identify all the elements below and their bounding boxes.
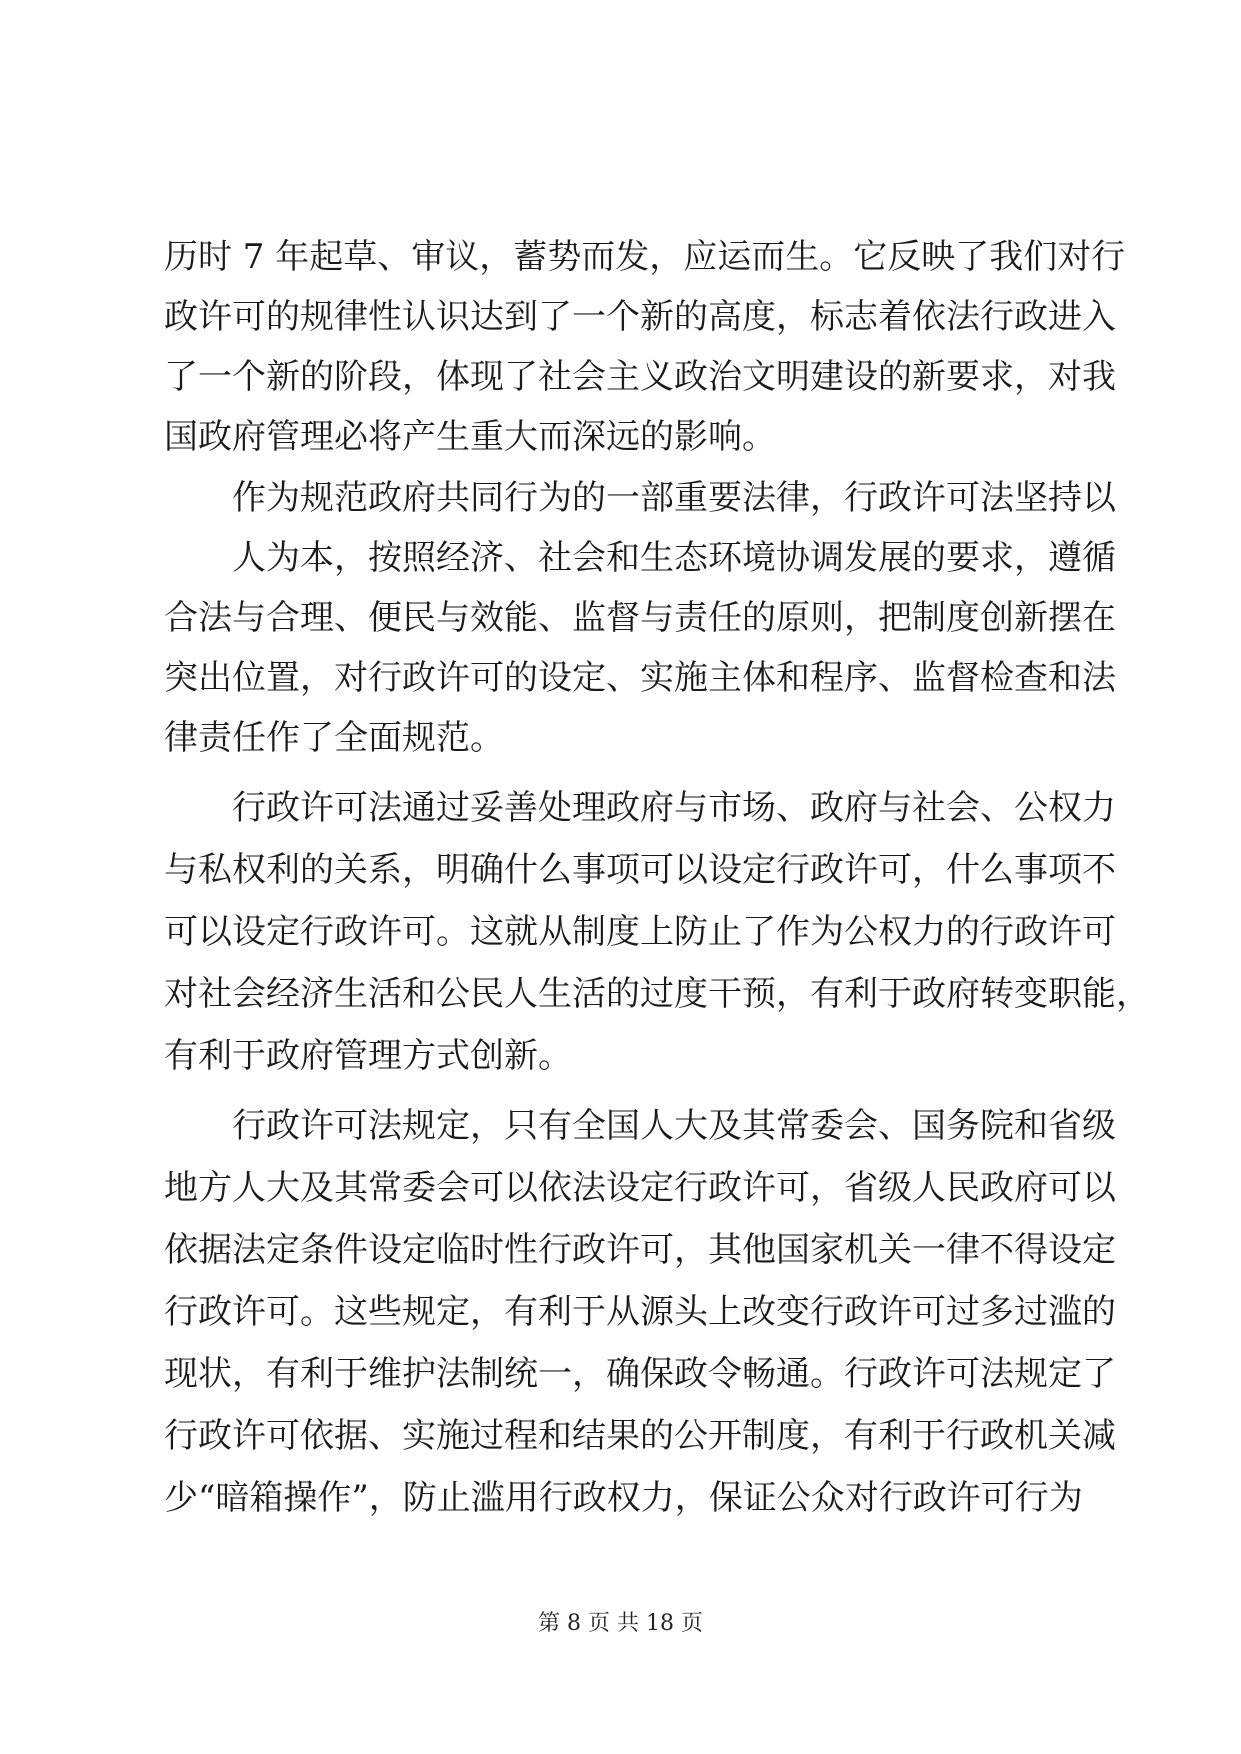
text-line: 依据法定条件设定临时性行政许可，其他国家机关一律不得设定 [164, 1230, 1116, 1270]
paragraph-first-line: 行政许可法规定，只有全国人大及其常委会、国务院和省级 [232, 1106, 1116, 1146]
paragraph-first-line: 作为规范政府共同行为的一部重要法律，行政许可法坚持以 [232, 478, 1116, 518]
text-line: 现状，有利于维护法制统一，确保政令畅通。行政许可法规定了 [164, 1354, 1116, 1394]
page-number-footer: 第 8 页 共 18 页 [538, 1611, 703, 1636]
text-line: 了一个新的阶段，体现了社会主义政治文明建设的新要求，对我 [164, 357, 1116, 397]
text-line: 可以设定行政许可。这就从制度上防止了作为公权力的行政许可 [164, 912, 1116, 952]
text-line: 行政许可依据、实施过程和结果的公开制度，有利于行政机关减 [164, 1416, 1116, 1456]
text-line: 律责任作了全面规范。 [164, 718, 504, 758]
text-line: 地方人大及其常委会可以依法设定行政许可，省级人民政府可以 [164, 1168, 1116, 1208]
text-line: 少“暗箱操作”，防止滥用行政权力，保证公众对行政许可行为 [164, 1478, 1083, 1518]
text-line: 政许可的规律性认识达到了一个新的高度，标志着依法行政进入 [164, 297, 1116, 337]
text-line: 对社会经济生活和公民人生活的过度干预，有利于政府转变职能， [164, 974, 1150, 1014]
text-line: 国政府管理必将产生重大而深远的影响。 [164, 417, 776, 457]
text-line: 有利于政府管理方式创新。 [164, 1036, 572, 1076]
text-line: 历时 7 年起草、审议，蓄势而发，应运而生。它反映了我们对行 [164, 237, 1126, 277]
text-line: 合法与合理、便民与效能、监督与责任的原则，把制度创新摆在 [164, 598, 1116, 638]
text-line: 人为本，按照经济、社会和生态环境协调发展的要求，遵循 [232, 538, 1116, 578]
text-line: 行政许可。这些规定，有利于从源头上改变行政许可过多过滥的 [164, 1292, 1116, 1332]
text-line: 突出位置，对行政许可的设定、实施主体和程序、监督检查和法 [164, 658, 1116, 698]
paragraph-first-line: 行政许可法通过妥善处理政府与市场、政府与社会、公权力 [232, 788, 1116, 828]
text-line: 与私权利的关系，明确什么事项可以设定行政许可，什么事项不 [164, 850, 1116, 890]
